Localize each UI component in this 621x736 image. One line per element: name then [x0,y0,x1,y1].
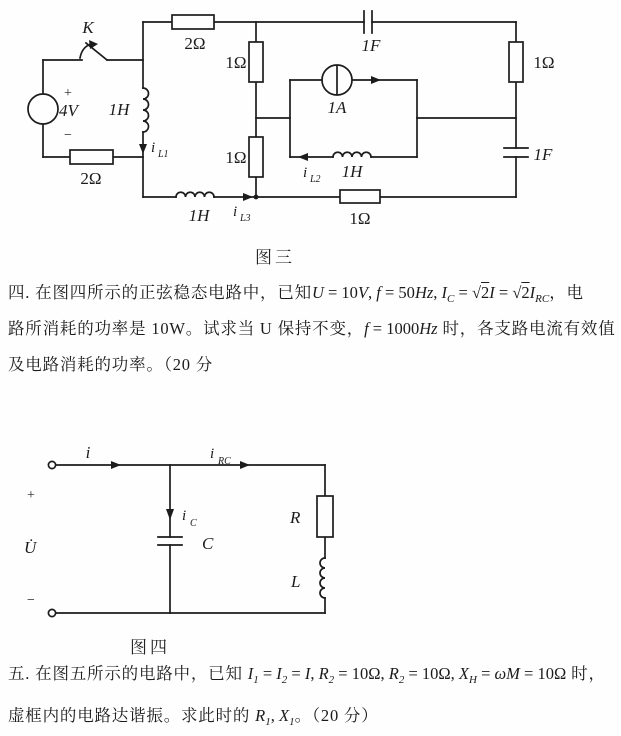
iRC-label: i [210,446,215,462]
iL2-arrow [298,153,308,161]
fig3-resistor-1ohm-lower [249,137,263,177]
iC-sub-label: C [190,518,197,529]
question-four-line1: 四. 在图四所示的正弦稳态电路中，已知U = 10V, f = 50Hz, $I_C = √2I = √2I_{RC}$，电 [8,283,584,305]
fig4-arrows [111,461,250,520]
iL2-label: i [303,165,308,181]
fig3-wires [28,11,528,203]
r2-top-label: 2Ω [184,34,206,53]
fig4-terminal-bottom [48,609,55,616]
question-four-line2: 路所消耗的功率是 10W。试求当 U 保持不变，f = 1000Hz 时，各支路电流有效值 [8,319,616,338]
fig3-resistor-1ohm-upper [249,42,263,82]
l1h-mid-label: 1H [341,162,363,181]
fig4-inductor-L [320,558,325,598]
question-four-line3: 及电路消耗的功率。（20 分 [8,355,214,374]
junction-dot [254,195,259,200]
fig3-resistor-1ohm-bottom [340,190,380,203]
r1-bottom-label: 1Ω [349,209,371,228]
iL1-sub-label: L1 [158,149,169,160]
iL1-label: i [151,140,156,156]
switch-label: K [82,18,94,37]
source-value-label: 4V [59,101,78,120]
l1h-bottom-label: 1H [188,206,210,225]
switch-action-arrow [89,40,98,49]
iRC-arrow [240,461,250,469]
fig4-resistor-R [317,496,333,537]
iL3-label: i [233,204,238,220]
fig3-inductor-bottom [176,192,214,197]
current-source-label: 1A [327,98,347,117]
question-five-line1: 五. 在图五所示的电路中，已知 $I_1 = I_2 = I$, $R_2 = 10\Omega$, $R_2 = 10\Omega$, $X_H = \omega M = 10\Omega$ 时， [8,664,606,686]
i-arrow [111,461,121,469]
r2-bottom-left-label: 2Ω [80,169,102,188]
fig3-capacitor-top [364,11,372,33]
C-label: C [202,534,214,553]
i-label: i [85,443,91,462]
c1f-top-label: 1F [361,36,381,55]
fig4-wires [48,461,333,616]
figure-four-circuit [0,420,440,635]
source-plus-label: + [64,86,72,101]
fig3-capacitor-right [504,148,528,157]
r1-lower-label: 1Ω [225,148,247,167]
source-minus-label: − [64,128,72,143]
figure-three-circuit [0,0,621,238]
question-five-line2: 虚框内的电路达谐振。求此时的 $R_1$, $X_1$。（20 分） [8,706,379,728]
fig3-resistor-2ohm-bottom-left [70,150,113,164]
fig3-resistor-2ohm-top [172,15,214,29]
fig4-terminal-top [48,461,55,468]
l1h-left-label: 1H [108,100,130,119]
u-minus-label: − [27,593,35,608]
iL3-sub-label: L3 [240,213,251,224]
iC-arrow [166,509,174,520]
R-label: R [290,508,301,527]
c1f-right-label: 1F [533,145,553,164]
u-phasor-label: U̇ [24,538,37,557]
iL2-sub-label: L2 [310,174,321,185]
iRC-sub-label: RC [218,456,231,467]
fig3-resistor-1ohm-right [509,42,523,82]
iL3-arrow [243,193,253,201]
iC-label: i [182,508,187,524]
fig3-inductor-mid [333,152,371,157]
fig3-inductor-left [143,88,149,132]
r1-upper-label: 1Ω [225,53,247,72]
r1-right-label: 1Ω [533,53,555,72]
L-label: L [291,572,301,591]
iL1-arrow [139,144,147,154]
fig3-voltage-source [28,94,58,124]
figure-three-caption: 图三 [255,248,295,267]
current-source-arrow [371,76,381,84]
u-plus-label: + [27,488,35,503]
figure-four-caption: 图四 [130,638,170,657]
fig4-labels [24,443,301,608]
fig4-capacitor [158,537,182,545]
